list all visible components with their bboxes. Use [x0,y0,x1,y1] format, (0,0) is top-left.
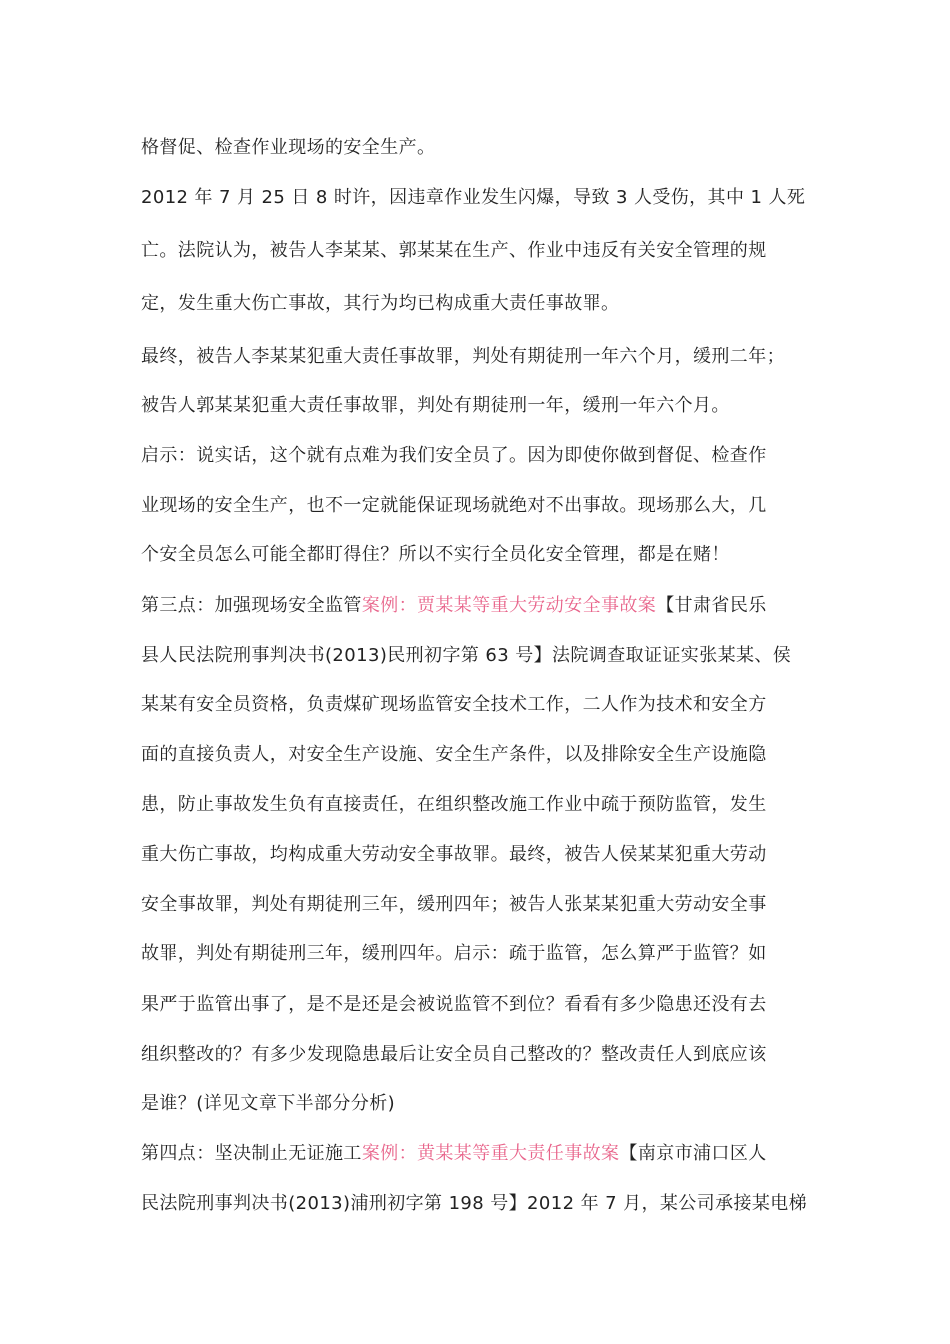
section-lead: 第三点：加强现场安全监管 [141,595,362,616]
text-line: 2012 年 7 月 25 日 8 时许，因违章作业发生闪爆，导致 3 人受伤，其中 1 人死 [141,187,806,208]
text-line: 故罪，判处有期徒刑三年，缓刑四年。启示：疏于监管，怎么算严于监管？如 [141,943,767,964]
case-link[interactable]: 案例：黄某某等重大责任事故案 [361,1143,620,1164]
text-line: 业现场的安全生产，也不一定就能保证现场就绝对不出事故。现场那么大，几 [141,495,767,516]
text-line: 某某有安全员资格，负责煤矿现场监管安全技术工作，二人作为技术和安全方 [141,694,767,715]
text-line: 亡。法院认为，被告人李某某、郭某某在生产、作业中违反有关安全管理的规 [141,240,767,261]
section-heading-3 [141,594,767,618]
text-line: 患，防止事故发生负有直接责任，在组织整改施工作业中疏于预防监管，发生 [141,794,767,815]
text-line: 格督促、检查作业现场的安全生产。 [141,137,436,158]
case-link[interactable]: 案例：贾某某等重大劳动安全事故案 [361,595,657,616]
text-line: 重大伤亡事故，均构成重大劳动安全事故罪。最终，被告人侯某某犯重大劳动 [141,844,767,865]
section-heading-4 [141,1142,767,1166]
text-line: 启示：说实话，这个就有点难为我们安全员了。因为即使你做到督促、检查作 [141,445,767,466]
text-line: 安全事故罪，判处有期徒刑三年，缓刑四年；被告人张某某犯重大劳动安全事 [141,894,767,915]
text-line: 是谁？(详见文章下半部分分析) [141,1093,396,1114]
citation-start: 【甘肃省民乐 [656,595,767,616]
text-line: 定，发生重大伤亡事故，其行为均已构成重大责任事故罪。 [141,293,620,314]
text-line: 面的直接负责人，对安全生产设施、安全生产条件，以及排除安全生产设施隐 [141,744,767,765]
text-line: 果严于监管出事了，是不是还是会被说监管不到位？看看有多少隐患还没有去 [141,994,767,1015]
text-line: 县人民法院刑事判决书(2013)民刑初字第 63 号】法院调查取证证实张某某、侯 [141,645,792,666]
text-line: 最终，被告人李某某犯重大责任事故罪，判处有期徒刑一年六个月，缓刑二年； [141,346,785,367]
text-line: 组织整改的？有多少发现隐患最后让安全员自己整改的？整改责任人到底应该 [141,1044,767,1065]
citation-start: 【南京市浦口区人 [619,1143,767,1164]
text-line: 被告人郭某某犯重大责任事故罪，判处有期徒刑一年，缓刑一年六个月。 [141,395,730,416]
section-lead: 第四点：坚决制止无证施工 [141,1143,362,1164]
text-line: 个安全员怎么可能全都盯得住？所以不实行全员化安全管理，都是在赌！ [141,544,730,565]
text-line: 民法院刑事判决书(2013)浦刑初字第 198 号】2012 年 7 月，某公司承接某电梯 [141,1193,808,1214]
